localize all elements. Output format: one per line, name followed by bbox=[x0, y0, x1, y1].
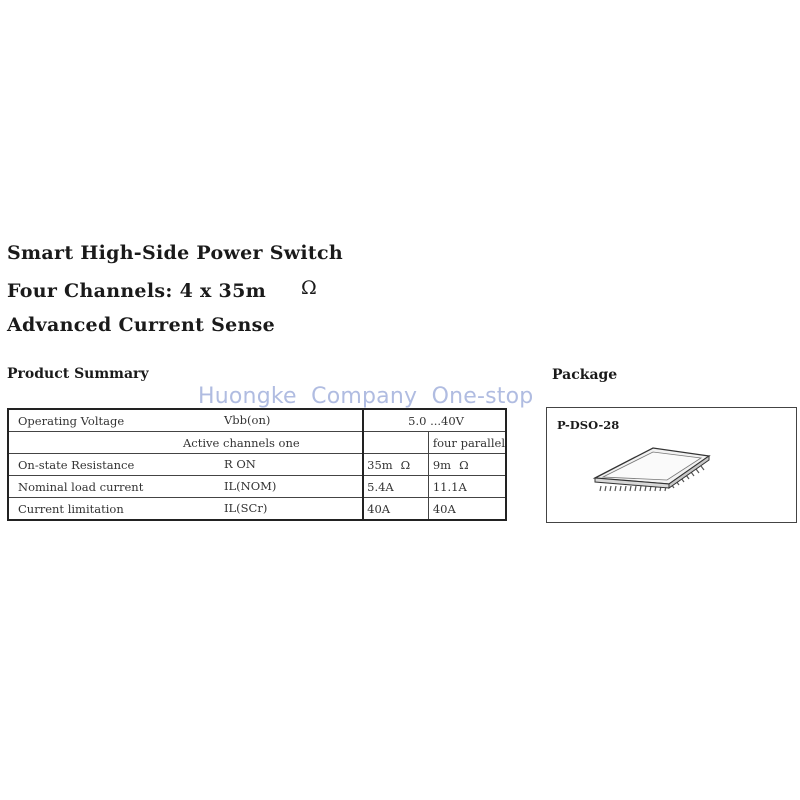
value-cell: four parallel bbox=[428, 432, 506, 454]
value-cell: 40A bbox=[363, 498, 428, 521]
table-row bbox=[8, 476, 506, 498]
symbol-label: IL(NOM) bbox=[224, 479, 277, 493]
product-summary-heading: Product Summary bbox=[7, 366, 149, 382]
value-text: 35m bbox=[367, 457, 393, 472]
value-cell: 11.1A bbox=[428, 476, 506, 498]
package-box bbox=[546, 407, 797, 523]
symbol-label: Vbb(on) bbox=[224, 413, 271, 427]
watermark-text: Huongke Company One-stop bbox=[198, 384, 534, 409]
title-line-2: Four Channels: 4 x 35m bbox=[7, 280, 266, 302]
param-label: Nominal load current bbox=[18, 479, 144, 494]
table-row bbox=[8, 409, 506, 432]
table-row bbox=[8, 454, 506, 476]
param-cell: Active channels one bbox=[8, 432, 363, 454]
value-cell: 5.0 ...40V bbox=[363, 409, 506, 432]
value-text: 9m bbox=[432, 457, 452, 472]
ohm-symbol: Ω bbox=[301, 277, 317, 299]
value-cell: 40A bbox=[428, 498, 506, 521]
param-cell bbox=[8, 454, 363, 476]
table-row bbox=[8, 432, 506, 454]
param-label: Current limitation bbox=[18, 501, 124, 516]
ic-chip-icon bbox=[587, 438, 717, 498]
product-summary-table bbox=[7, 408, 507, 521]
package-heading: Package bbox=[552, 367, 618, 383]
title-line-3: Advanced Current Sense bbox=[7, 314, 276, 336]
value-cell bbox=[428, 454, 506, 476]
ohm-symbol: Ω bbox=[400, 457, 411, 472]
symbol-label: IL(SCr) bbox=[224, 501, 268, 515]
param-cell bbox=[8, 409, 363, 432]
value-cell: 5.4A bbox=[363, 476, 428, 498]
title-line-1: Smart High-Side Power Switch bbox=[7, 242, 343, 264]
param-label: Operating Voltage bbox=[18, 413, 125, 428]
symbol-label: R ON bbox=[224, 457, 256, 471]
param-cell bbox=[8, 498, 363, 521]
param-cell bbox=[8, 476, 363, 498]
value-cell bbox=[363, 454, 428, 476]
param-label: On-state Resistance bbox=[18, 457, 135, 472]
package-label: P-DSO-28 bbox=[557, 418, 620, 432]
table-row bbox=[8, 498, 506, 521]
ohm-symbol: Ω bbox=[459, 457, 469, 472]
value-cell bbox=[363, 432, 428, 454]
